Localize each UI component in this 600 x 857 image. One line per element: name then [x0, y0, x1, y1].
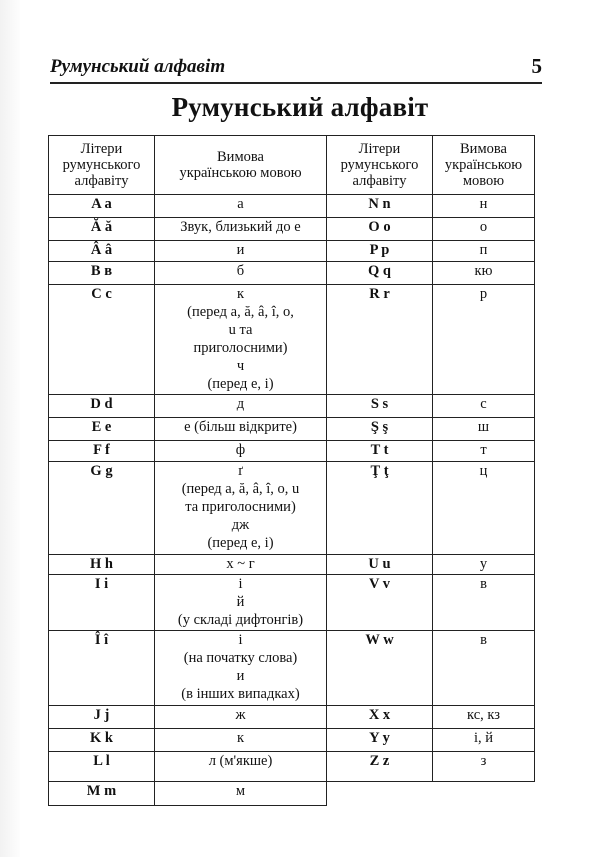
- pronunciation-cell-right: [433, 752, 535, 782]
- pronunciation-cell-left: [155, 241, 327, 262]
- pronunciation-line: в: [480, 576, 487, 592]
- pronunciation-line: р: [479, 286, 488, 302]
- pronunciation-line: у: [479, 556, 488, 572]
- letter-cell-right: Ş ş: [327, 418, 433, 441]
- pronunciation-line: а: [237, 196, 244, 212]
- letter-cell-right: X x: [327, 706, 433, 729]
- pronunciation-line: в: [480, 632, 487, 648]
- pronunciation-line: u та: [228, 322, 253, 338]
- pronunciation-cell-right: [433, 575, 535, 631]
- pronunciation-line: ш: [477, 419, 490, 435]
- pronunciation-line: і, й: [473, 730, 494, 746]
- pronunciation-line: ж: [235, 707, 246, 723]
- letter-cell-left: Î î: [49, 631, 155, 706]
- pronunciation-cell-left: [155, 555, 327, 575]
- table-row: [49, 706, 535, 729]
- pronunciation-line: с: [480, 396, 487, 412]
- pronunciation-line: б: [236, 263, 245, 279]
- running-title: Румунський алфавіт: [50, 56, 226, 77]
- header-letters-left: Літери румунського алфавіту: [49, 136, 155, 195]
- pronunciation-cell-left: [155, 441, 327, 462]
- letter-cell-right: Y y: [327, 729, 433, 752]
- pronunciation-line: х ~ г: [226, 556, 255, 572]
- pronunciation-cell-right: [433, 729, 535, 752]
- empty-cell: [327, 782, 535, 806]
- pronunciation-cell-left: [155, 395, 327, 418]
- letter-cell-left: K k: [49, 729, 155, 752]
- pronunciation-cell-right: [433, 218, 535, 241]
- pronunciation-line: (у складі дифтонгів): [177, 612, 304, 628]
- pronunciation-line: (на початку слова): [183, 650, 298, 666]
- pronunciation-cell-right: [433, 241, 535, 262]
- pronunciation-line: (перед а, ă, â, î, о, u: [181, 481, 300, 497]
- letter-cell-right: T t: [327, 441, 433, 462]
- letter-cell-left: E e: [49, 418, 155, 441]
- letter-cell-right: S s: [327, 395, 433, 418]
- pronunciation-line: ґ: [237, 463, 244, 479]
- header-rule: [50, 82, 542, 84]
- pronunciation-line: е (більш відкрите): [184, 419, 297, 435]
- letter-cell-right: Ţ ţ: [327, 462, 433, 555]
- letter-cell-right: Z z: [327, 752, 433, 782]
- pronunciation-cell-right: [433, 395, 535, 418]
- table-row: [49, 462, 535, 555]
- pronunciation-cell-right: [433, 462, 535, 555]
- pronunciation-line: і: [238, 576, 243, 592]
- pronunciation-cell-left: [155, 575, 327, 631]
- pronunciation-line: т: [480, 442, 487, 458]
- table-row: [49, 441, 535, 462]
- pronunciation-line: приголосними): [193, 340, 288, 356]
- pronunciation-line: (в інших випадках): [181, 686, 300, 702]
- table-row: [49, 555, 535, 575]
- table-header-row: [49, 136, 535, 195]
- pronunciation-line: (перед е, і): [207, 376, 274, 392]
- table-row: [49, 631, 535, 706]
- pronunciation-cell-left: [155, 262, 327, 285]
- pronunciation-cell-left: [155, 195, 327, 218]
- letter-cell-left: I i: [49, 575, 155, 631]
- letter-cell-left: L l: [49, 752, 155, 782]
- pronunciation-cell-right: [433, 441, 535, 462]
- pronunciation-line: д: [236, 396, 245, 412]
- pronunciation-line: (перед а, ă, â, î, о,: [187, 304, 294, 320]
- pronunciation-line: о: [479, 219, 488, 235]
- pronunciation-line: п: [479, 242, 488, 258]
- header-pronunciation-left: Вимова українською мовою: [155, 136, 327, 195]
- letter-cell-right: Q q: [327, 262, 433, 285]
- pronunciation-cell-left: [155, 285, 327, 395]
- pronunciation-cell-left: [155, 462, 327, 555]
- pronunciation-line: к: [236, 730, 245, 746]
- letter-cell-left: J j: [49, 706, 155, 729]
- pronunciation-line: и: [236, 242, 245, 258]
- pronunciation-line: і: [238, 632, 243, 648]
- pronunciation-line: ц: [479, 463, 488, 479]
- letter-cell-left: Ă ă: [49, 218, 155, 241]
- table-row: [49, 285, 535, 395]
- table-body: [49, 195, 535, 806]
- pronunciation-line: ф: [235, 442, 246, 458]
- letter-cell-left: A a: [49, 195, 155, 218]
- letter-cell-left: Â â: [49, 241, 155, 262]
- pronunciation-cell-right: [433, 195, 535, 218]
- letter-cell-right: V v: [327, 575, 433, 631]
- alphabet-table: [48, 135, 535, 806]
- pronunciation-line: з: [480, 753, 487, 769]
- letter-cell-right: N n: [327, 195, 433, 218]
- header-letters-right: Літери румунського алфавіту: [327, 136, 433, 195]
- letter-cell-left: D d: [49, 395, 155, 418]
- table-row: [49, 241, 535, 262]
- table-row: [49, 729, 535, 752]
- pronunciation-cell-right: [433, 285, 535, 395]
- table-row: [49, 262, 535, 285]
- page-edge-shadow: [0, 0, 20, 857]
- pronunciation-cell-left: [155, 706, 327, 729]
- pronunciation-line: та приголосними): [185, 499, 296, 515]
- pronunciation-cell-right: [433, 555, 535, 575]
- letter-cell-left: C c: [49, 285, 155, 395]
- table-row: [49, 218, 535, 241]
- letter-cell-left: H h: [49, 555, 155, 575]
- pronunciation-cell-right: [433, 262, 535, 285]
- pronunciation-line: кю: [474, 263, 493, 279]
- pronunciation-line: ч: [236, 358, 245, 374]
- pronunciation-cell-left: [155, 418, 327, 441]
- letter-cell-right: P p: [327, 241, 433, 262]
- letter-cell-right: O o: [327, 218, 433, 241]
- table-row: [49, 575, 535, 631]
- header-pronunciation-right: Вимова українською мовою: [433, 136, 535, 195]
- letter-cell-right: W w: [327, 631, 433, 706]
- pronunciation-line: (перед е, і): [207, 535, 274, 551]
- pronunciation-line: м: [235, 783, 246, 799]
- pronunciation-cell-right: [433, 418, 535, 441]
- pronunciation-cell-left: [155, 782, 327, 806]
- pronunciation-line: и: [236, 668, 245, 684]
- pronunciation-line: й: [236, 594, 245, 610]
- letter-cell-left: F f: [49, 441, 155, 462]
- table-row: [49, 782, 535, 806]
- pronunciation-line: дж: [231, 517, 250, 533]
- pronunciation-line: н: [479, 196, 488, 212]
- table-row: [49, 418, 535, 441]
- pronunciation-line: Звук, близький до е: [180, 219, 301, 235]
- running-head: [50, 56, 542, 80]
- table-row: [49, 195, 535, 218]
- table-row: [49, 395, 535, 418]
- page-number: 5: [531, 54, 542, 78]
- pronunciation-cell-right: [433, 706, 535, 729]
- pronunciation-line: кс, кз: [467, 707, 500, 723]
- letter-cell-right: U u: [327, 555, 433, 575]
- page-title: Румунський алфавіт: [171, 92, 429, 122]
- pronunciation-cell-left: [155, 631, 327, 706]
- letter-cell-left: G g: [49, 462, 155, 555]
- letter-cell-left: M m: [49, 782, 155, 806]
- pronunciation-cell-left: [155, 218, 327, 241]
- pronunciation-cell-left: [155, 752, 327, 782]
- pronunciation-cell-left: [155, 729, 327, 752]
- table-row: [49, 752, 535, 782]
- letter-cell-right: R r: [327, 285, 433, 395]
- pronunciation-line: л (м'якше): [208, 753, 273, 769]
- pronunciation-line: к: [236, 286, 245, 302]
- letter-cell-left: B в: [49, 262, 155, 285]
- pronunciation-cell-right: [433, 631, 535, 706]
